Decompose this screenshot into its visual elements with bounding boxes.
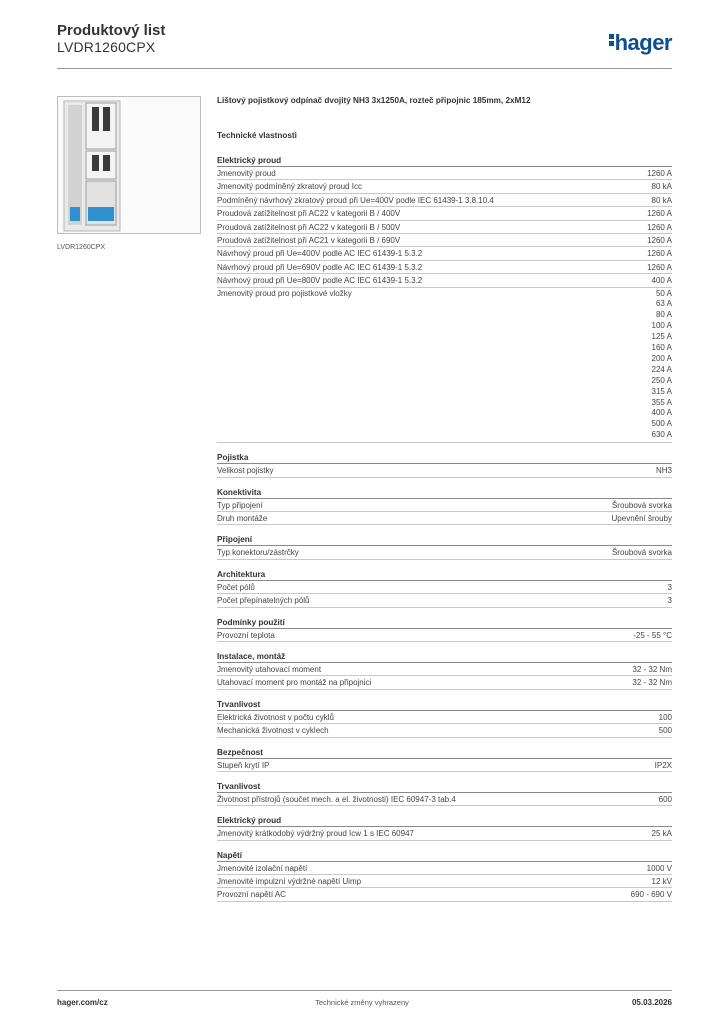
spec-value: 160 A (651, 343, 672, 353)
spec-label: Mechanická životnost v cyklech (217, 726, 329, 736)
spec-row (217, 464, 672, 477)
spec-value: 125 A (651, 332, 672, 342)
spec-value: 1000 V (646, 863, 672, 873)
spec-row (217, 663, 672, 676)
spec-row (217, 499, 672, 512)
section-title: Trvanlivost (217, 780, 672, 793)
spec-row (217, 875, 672, 888)
spec-value: IP2X (654, 760, 672, 770)
spec-label: Návrhový proud při Ue=400V podle AC IEC 61439-1 5.3.2 (217, 249, 423, 259)
spec-value: 3 (667, 596, 672, 606)
spec-row (217, 793, 672, 806)
spec-value: 50 A (655, 288, 672, 298)
spec-value: 315 A (651, 386, 672, 396)
spec-section (217, 650, 672, 690)
image-caption: LVDR1260CPX (57, 244, 106, 251)
spec-row (217, 546, 672, 559)
spec-section (217, 533, 672, 559)
spec-value: 400 A (651, 408, 672, 418)
spec-value: 355 A (651, 397, 672, 407)
section-title: Bezpečnost (217, 746, 672, 759)
section-title: Instalace, montáž (217, 650, 672, 663)
spec-row (217, 247, 672, 260)
spec-value: 80 kA (651, 195, 672, 205)
logo-text: hager (614, 30, 672, 55)
header-divider (57, 68, 672, 69)
spec-label: Počet přepínatelných pólů (217, 596, 310, 606)
spec-value: 1260 A (647, 249, 672, 259)
spec-label: Jmenovitý krátkodobý výdržný proud Icw 1 s IEC 60947 (217, 829, 414, 839)
spec-label: Jmenovité izolační napětí (217, 863, 308, 873)
spec-value: 1260 A (647, 235, 672, 245)
spec-value: 250 A (651, 375, 672, 385)
logo-dots-icon (609, 32, 614, 48)
spec-value: NH3 (655, 466, 672, 476)
page-title: Produktový list (57, 22, 166, 39)
section-title: Napětí (217, 849, 672, 862)
fuse-switch-illustration (58, 97, 202, 235)
section-title: Konektivita (217, 486, 672, 499)
spec-value: 1260 A (647, 222, 672, 232)
spec-section (217, 746, 672, 772)
spec-label: Počet pólů (217, 582, 255, 592)
footer-divider (57, 990, 672, 991)
spec-table (217, 154, 672, 910)
spec-value: 32 - 32 Nm (632, 678, 672, 688)
spec-row (217, 862, 672, 875)
spec-label: Podmíněný návrhový zkratový proud při Ue=400V podle IEC 61439-1 3.8.10.4 (217, 195, 494, 205)
footer-date: 05.03.2026 (631, 998, 672, 1007)
spec-value: 1260 A (647, 169, 672, 178)
spec-value: 1260 A (647, 262, 672, 272)
spec-label: Jmenovitý proud (217, 169, 276, 178)
spec-row (217, 512, 672, 525)
spec-value: 3 (667, 582, 672, 592)
spec-value: 500 (658, 726, 672, 736)
section-title: Elektrický proud (217, 154, 672, 167)
spec-value: 80 kA (651, 182, 672, 192)
spec-row-multi (217, 288, 672, 444)
spec-value: 400 A (651, 276, 672, 286)
spec-value: 63 A (655, 299, 672, 309)
spec-row (217, 180, 672, 193)
spec-value: 25 kA (651, 829, 672, 839)
spec-section (217, 849, 672, 902)
spec-value: 100 (658, 712, 672, 722)
spec-section (217, 698, 672, 738)
section-title: Trvanlivost (217, 698, 672, 711)
spec-row (217, 207, 672, 220)
spec-section (217, 451, 672, 477)
spec-label: Jmenovité impulzní výdržné napětí Uimp (217, 877, 362, 887)
spec-label: Proudová zatížitelnost při AC22 v kategorii B / 400V (217, 209, 401, 219)
spec-value: -25 - 55 °C (633, 630, 672, 640)
spec-section (217, 486, 672, 526)
spec-label: Typ připojení (217, 500, 263, 510)
section-title: Architektura (217, 568, 672, 581)
spec-section (217, 814, 672, 840)
product-description: Lištový pojistkový odpínač dvojitý NH3 3x1250A, rozteč připojnic 185mm, 2xM12 (217, 96, 531, 105)
spec-label: Životnost přístrojů (součet mech. a el. životnosti) IEC 60947-3 tab.4 (217, 794, 456, 804)
spec-row (217, 221, 672, 234)
spec-value: 200 A (651, 353, 672, 363)
spec-row (217, 629, 672, 642)
spec-section (217, 154, 672, 443)
spec-label: Návrhový proud při Ue=800V podle AC IEC 61439-1 5.3.2 (217, 276, 423, 286)
spec-label: Velikost pojistky (217, 466, 274, 476)
spec-value: 12 kV (651, 877, 672, 887)
tech-heading: Technické vlastnosti (217, 131, 297, 140)
spec-value: 600 (658, 794, 672, 804)
spec-label: Jmenovitý utahovací moment (217, 664, 322, 674)
spec-row (217, 234, 672, 247)
product-code: LVDR1260CPX (57, 39, 156, 55)
spec-row (217, 724, 672, 737)
hager-logo (609, 30, 672, 56)
spec-value: 1260 A (647, 209, 672, 219)
footer-disclaimer: Technické změny vyhrazeny (315, 998, 409, 1007)
spec-section (217, 780, 672, 806)
spec-value: 80 A (655, 310, 672, 320)
spec-label: Stupeň krytí IP (217, 760, 270, 770)
spec-value: Upevnění šrouby (611, 513, 672, 523)
spec-value: 224 A (651, 364, 672, 374)
spec-label: Jmenovitý proud pro pojistkové vložky (217, 288, 352, 298)
spec-value: 630 A (651, 430, 672, 440)
spec-row (217, 759, 672, 772)
spec-label: Druh montáže (217, 513, 268, 523)
spec-row (217, 676, 672, 689)
spec-row (217, 261, 672, 274)
spec-label: Proudová zatížitelnost při AC22 v kategorii B / 500V (217, 222, 401, 232)
spec-section (217, 616, 672, 642)
section-title: Elektrický proud (217, 814, 672, 827)
spec-label: Elektrická životnost v počtu cyklů (217, 712, 334, 722)
product-image (57, 96, 201, 234)
spec-label: Typ konektoru/zástrčky (217, 548, 299, 558)
spec-value: Šroubová svorka (611, 500, 672, 510)
section-title: Připojení (217, 533, 672, 546)
spec-value: Šroubová svorka (611, 548, 672, 558)
spec-label: Provozní napětí AC (217, 890, 286, 900)
spec-values (652, 288, 672, 442)
spec-label: Proudová zatížitelnost při AC21 v kategorii B / 690V (217, 235, 401, 245)
spec-label: Jmenovitý podmíněný zkratový proud Icc (217, 182, 362, 192)
section-title: Pojistka (217, 451, 672, 464)
spec-row (217, 594, 672, 607)
spec-row (217, 888, 672, 901)
spec-row (217, 194, 672, 207)
footer-website-link[interactable]: hager.com/cz (57, 998, 108, 1007)
spec-label: Utahovací moment pro montáž na připojnici (217, 678, 372, 688)
section-title: Podmínky použití (217, 616, 672, 629)
spec-row (217, 581, 672, 594)
spec-value: 500 A (651, 419, 672, 429)
spec-row (217, 167, 672, 180)
spec-row (217, 711, 672, 724)
spec-value: 100 A (651, 321, 672, 331)
spec-label: Provozní teplota (217, 630, 275, 640)
spec-value: 690 - 690 V (630, 890, 672, 900)
spec-section (217, 568, 672, 608)
spec-label: Návrhový proud při Ue=690V podle AC IEC 61439-1 5.3.2 (217, 262, 423, 272)
spec-value: 32 - 32 Nm (632, 664, 672, 674)
spec-row (217, 274, 672, 287)
spec-row (217, 827, 672, 840)
